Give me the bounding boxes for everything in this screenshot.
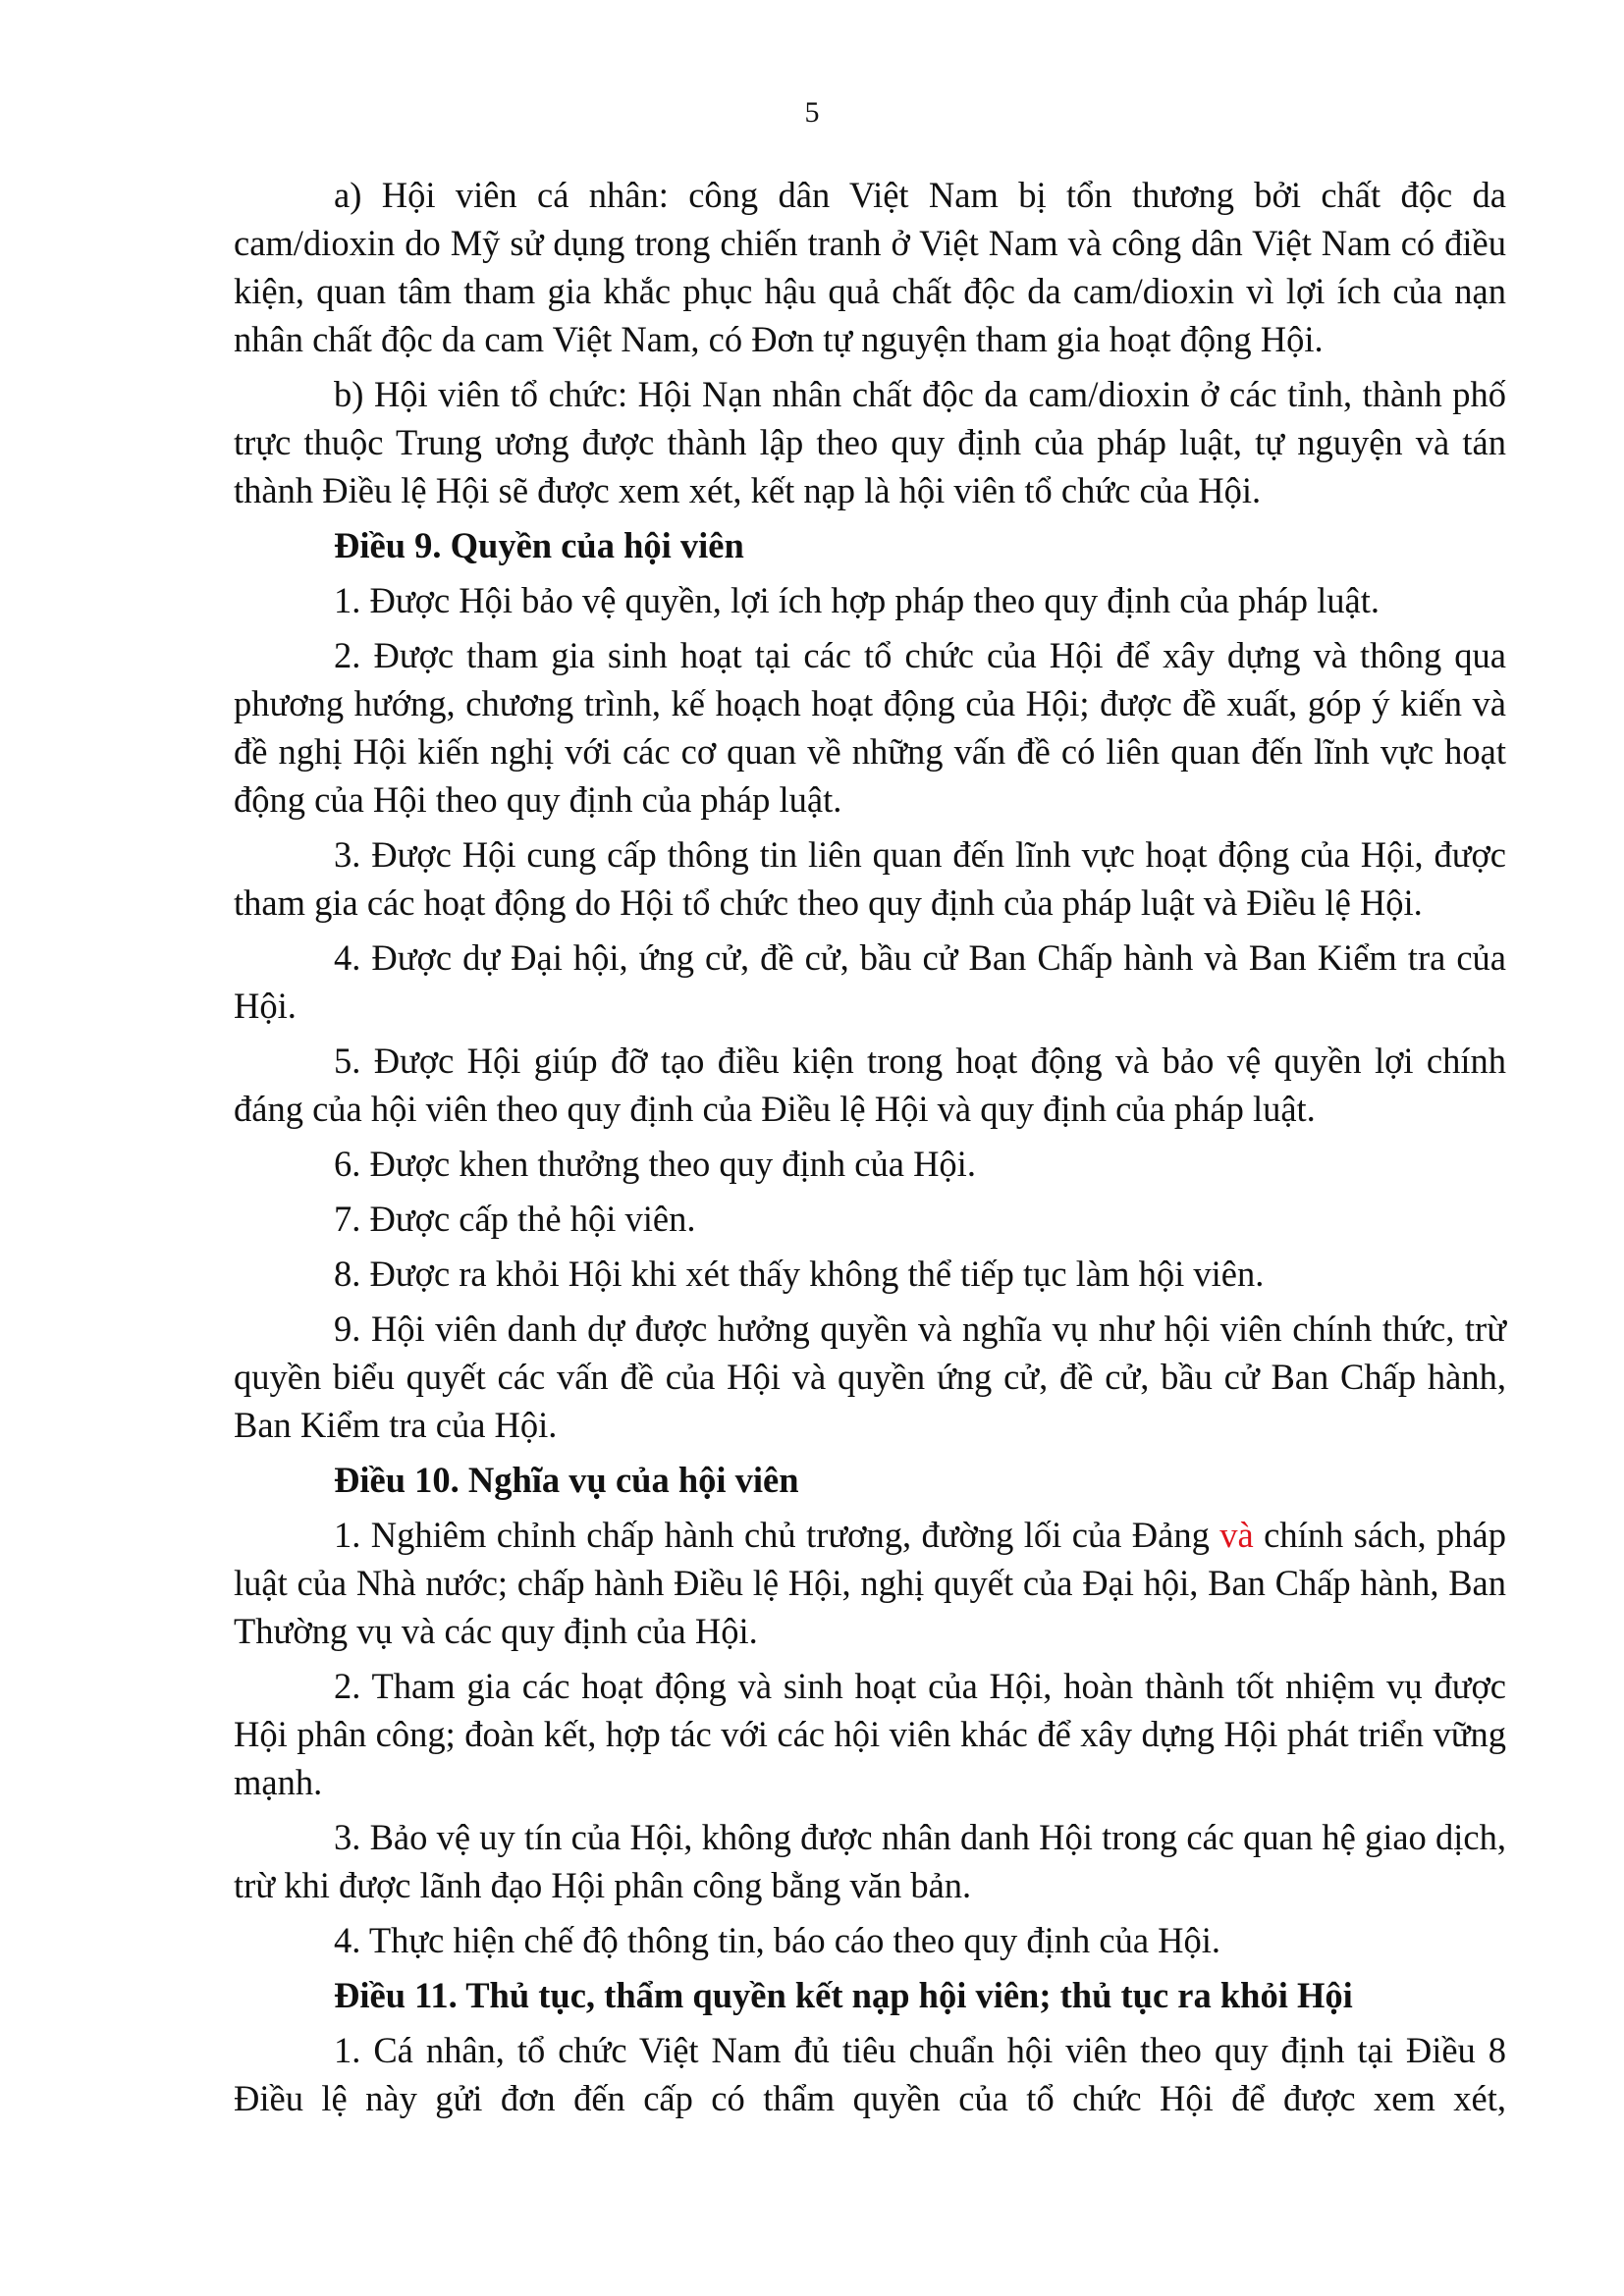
- article-10-item-4: 4. Thực hiện chế độ thông tin, báo cáo theo quy định của Hội.: [334, 1920, 1221, 1960]
- article-9-item-5: 5. Được Hội giúp đỡ tạo điều kiện trong hoạt động và bảo vệ quyền lợi chính đáng của hội viên theo quy định của Điều lệ Hội và quy định của pháp luật.: [234, 1041, 1506, 1129]
- article-10-item-1: [234, 1511, 1506, 1655]
- article-10-heading: Điều 10. Nghĩa vụ của hội viên: [334, 1460, 799, 1500]
- page-number: 5: [804, 96, 820, 129]
- article-9-item-3: 3. Được Hội cung cấp thông tin liên quan đến lĩnh vực hoạt động của Hội, được tham gia các hoạt động do Hội tổ chức theo quy định của pháp luật và Điều lệ Hội.: [234, 834, 1506, 923]
- article-10-item-1-red-word: và: [1219, 1515, 1254, 1555]
- paragraph-member-organization: b) Hội viên tổ chức: Hội Nạn nhân chất độc da cam/dioxin ở các tỉnh, thành phố trực thuộc Trung ương được thành lập theo quy định của pháp luật, tự nguyện và tán thành Điều lệ Hội sẽ được xem xét, kết nạp là hội viên tổ chức của Hội.: [234, 374, 1506, 510]
- article-9-heading: Điều 9. Quyền của hội viên: [334, 525, 744, 565]
- article-9-item-7: 7. Được cấp thẻ hội viên.: [334, 1199, 696, 1239]
- article-9-item-9: 9. Hội viên danh dự được hưởng quyền và nghĩa vụ như hội viên chính thức, trừ quyền biểu quyết các vấn đề của Hội và quyền ứng cử, đề cử, bầu cử Ban Chấp hành, Ban Kiểm tra của Hội.: [234, 1308, 1506, 1445]
- article-11-heading: Điều 11. Thủ tục, thẩm quyền kết nạp hội viên; thủ tục ra khỏi Hội: [334, 1975, 1353, 2015]
- paragraph-member-individual: a) Hội viên cá nhân: công dân Việt Nam bị tổn thương bởi chất độc da cam/dioxin do Mỹ sử dụng trong chiến tranh ở Việt Nam và công dân Việt Nam có điều kiện, quan tâm tham gia khắc phục hậu quả chất độc da cam/dioxin vì lợi ích của nạn nhân chất độc da cam Việt Nam, có Đơn tự nguyện tham gia hoạt động Hội.: [234, 175, 1506, 359]
- article-9-item-1: 1. Được Hội bảo vệ quyền, lợi ích hợp pháp theo quy định của pháp luật.: [334, 580, 1380, 620]
- article-9-item-4: 4. Được dự Đại hội, ứng cử, đề cử, bầu cử Ban Chấp hành và Ban Kiểm tra của Hội.: [234, 937, 1506, 1026]
- article-9-item-2: 2. Được tham gia sinh hoạt tại các tổ chức của Hội để xây dựng và thông qua phương hướng, chương trình, kế hoạch hoạt động của Hội; được đề xuất, góp ý kiến và đề nghị Hội kiến nghị với các cơ quan về những vấn đề có liên quan đến lĩnh vực hoạt động của Hội theo quy định của pháp luật.: [234, 635, 1506, 820]
- article-10-item-1-text-end: chính sách, pháp luật của Nhà nước; chấp hành Điều lệ Hội, nghị quyết của Đại hội, Ban Chấp hành, Ban Thường vụ và các quy định của Hội.: [234, 1515, 1506, 1651]
- article-11-item-1: 1. Cá nhân, tổ chức Việt Nam đủ tiêu chuẩn hội viên theo quy định tại Điều 8 Điều lệ này gửi đơn đến cấp có thẩm quyền của tổ chức Hội để được xem xét,: [234, 2030, 1506, 2118]
- article-10-item-2: 2. Tham gia các hoạt động và sinh hoạt của Hội, hoàn thành tốt nhiệm vụ được Hội phân công; đoàn kết, hợp tác với các hội viên khác để xây dựng Hội phát triển vững mạnh.: [234, 1666, 1506, 1802]
- article-10-item-1-text-start: 1. Nghiêm chỉnh chấp hành chủ trương, đường lối của Đảng: [334, 1515, 1220, 1555]
- article-9-item-8: 8. Được ra khỏi Hội khi xét thấy không thể tiếp tục làm hội viên.: [334, 1254, 1265, 1294]
- article-10-item-3: 3. Bảo vệ uy tín của Hội, không được nhân danh Hội trong các quan hệ giao dịch, trừ khi được lãnh đạo Hội phân công bằng văn bản.: [234, 1817, 1506, 1905]
- document-body: [234, 171, 1506, 2129]
- article-9-item-6: 6. Được khen thưởng theo quy định của Hội.: [334, 1144, 976, 1184]
